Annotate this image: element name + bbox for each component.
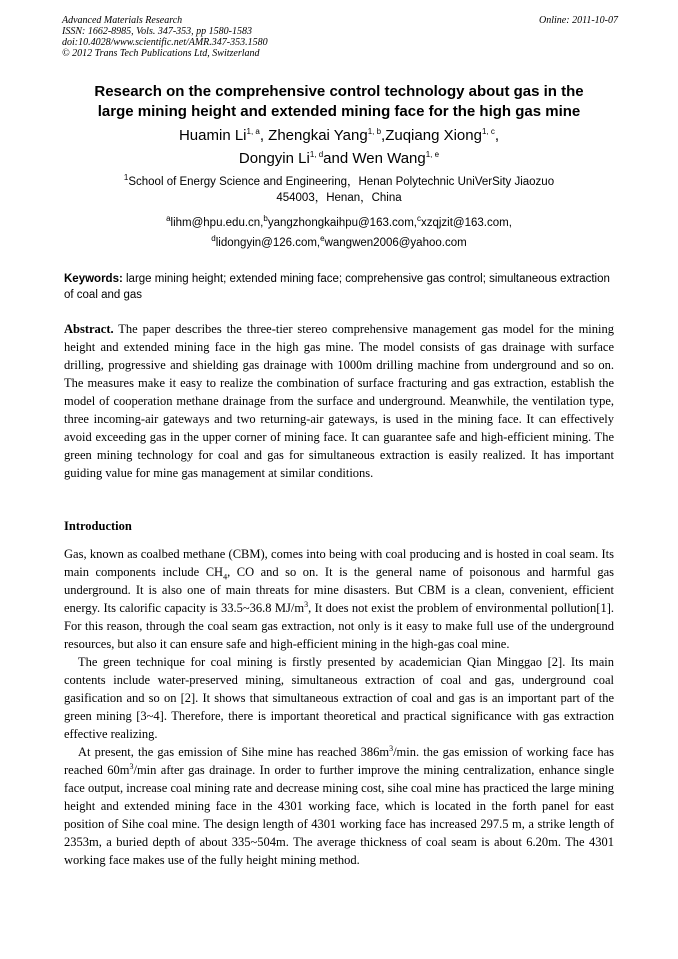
subscript: 4 xyxy=(223,572,228,582)
superscript: 3 xyxy=(389,743,394,753)
abstract-text: The paper describes the three-tier stereo comprehensive management gas model for the mining height and extended mining face in the high gas mine. The model consists of gas drainage with surface drilling, progressive and shielding gas drainage with 1000m drilling machine from underground and so on. The measures make it easy to realize the combination of surface fracturing and gas extraction, establish the model of cooperation methane drainage from the surface and underground. Meanwhile, the ventilation type, three incoming-air gateways and two returning-air gateways, is used in the mining face. It can effectively avoid exceeding gas in the upper corner of mining face. It can guarantee safe and high-efficient mining. The green mining technology for coal and gas for simultaneous extraction is easily realized. It has important guiding value for mine gas management at similar conditions. xyxy=(64,322,614,480)
paragraph-text: /min after gas drainage. In order to further improve the mining centralization, enhance single face output, increase coal mining rate and decrease mining cost, sihe coal mine has practiced the large mining height and extended mining face in the 4301 working face, which is located in the forth panel for east position of Sihe coal mine. The design length of 4301 working face has increased 297.5 m, a strike length of 2353m, a buried depth of about 335~504m. The average thickness of coal seam is about 6.20m. The 4301 working face makes use of the fully height mining method. xyxy=(64,763,615,867)
author-name: , Zhengkai Yang xyxy=(259,127,368,144)
author-sup: 1, a xyxy=(246,127,260,136)
email-sup: e xyxy=(320,234,325,244)
paragraph: The green technique for coal mining is firstly presented by academician Qian Minggao [2]. Its main contents include water-preserved mining, simultaneous extraction of coal and gas, underground coal gasification and so on [2]. It shows that simultaneous extraction of coal and gas is an important part of the green mining [3~4]. Therefore, there is important theoretical and practical significance with gas extraction effective realizing. xyxy=(64,655,614,741)
affiliation xyxy=(70,174,608,206)
paragraph xyxy=(64,545,614,653)
affiliation-line-2: 454003，Henan，China xyxy=(276,192,402,204)
email-link[interactable]: lidongyin@126.com, xyxy=(215,237,321,249)
superscript: 3 xyxy=(304,599,309,609)
journal-header xyxy=(62,15,618,59)
paragraph-text: , It does not exist the problem of environmental pollution[1]. For this reason, through the coal seam gas extraction, not only is it easy to make full use of the underground resources, but also it can ensure safe and high-efficient mining in the high-gas coal mine. xyxy=(64,601,615,651)
paragraph-text: Gas, known as coalbed methane (CBM), comes into being with coal producing and is hosted in coal seam. Its main components include CH xyxy=(64,547,614,579)
email-sup: c xyxy=(416,214,421,224)
email-link[interactable]: wangwen2006@yahoo.com xyxy=(324,237,467,249)
author-name: Dongyin Li xyxy=(238,150,310,167)
online-date: Online: 2011-10-07 xyxy=(539,15,618,26)
emails-line-1 xyxy=(40,213,638,233)
paragraph-text: At present, the gas emission of Sihe mine has reached 386m xyxy=(78,745,390,759)
emails-line-2 xyxy=(40,233,638,253)
affiliation-sup: 1 xyxy=(123,173,129,183)
keywords-label: Keywords: xyxy=(64,273,123,285)
author-sup: 1, b xyxy=(367,127,382,136)
author-name: and Wen Wang xyxy=(323,150,426,167)
author-sup: 1, d xyxy=(309,150,324,159)
author-sup: 1, e xyxy=(425,150,440,159)
email-sup: b xyxy=(263,214,268,224)
section-heading-introduction: Introduction xyxy=(64,519,132,533)
author-sup: 1, c xyxy=(481,127,495,136)
superscript: 3 xyxy=(129,761,134,771)
issn-line: ISSN: 1662-8985, Vols. 347-353, pp 1580-1583 xyxy=(62,26,252,37)
paper-title xyxy=(40,82,638,122)
email-link[interactable]: yangzhongkaihpu@163.com, xyxy=(267,217,417,229)
copyright-line: © 2012 Trans Tech Publications Ltd, Switzerland xyxy=(62,48,260,59)
introduction-body xyxy=(64,545,614,869)
email-sup: a xyxy=(166,214,171,224)
email-link[interactable]: lihm@hpu.edu.cn, xyxy=(170,217,264,229)
email-list xyxy=(40,213,638,253)
author-name: Huamin Li xyxy=(178,127,247,144)
authors-line-2 xyxy=(40,147,638,170)
author-name: ,Zuqiang Xiong xyxy=(381,127,482,144)
affiliation-line-1 xyxy=(70,174,608,190)
title-line-1: Research on the comprehensive control technology about gas in the xyxy=(94,83,584,100)
authors-line-1 xyxy=(40,124,638,147)
journal-name: Advanced Materials Research xyxy=(62,15,183,26)
keywords xyxy=(64,271,614,303)
doi-line: doi:10.4028/www.scientific.net/AMR.347-353.1580 xyxy=(62,37,268,48)
keywords-text: large mining height; extended mining face; comprehensive gas control; simultaneous extraction of coal and gas xyxy=(64,273,610,301)
abstract xyxy=(64,320,614,482)
author-separator: , xyxy=(494,127,500,144)
email-link[interactable]: xzqjzit@163.com, xyxy=(420,217,512,229)
paragraph-text: /min. the gas emission of working face has reached 60m xyxy=(64,745,614,777)
author-list xyxy=(40,124,638,170)
paragraph-text: , CO and so on. It is the general name of poisonous and harmful gas underground. It is also one of main threats for mine disasters. But CBM is a clean, convenient, efficient energy. Its calorific capacity is 33.5~36.8 MJ/m xyxy=(64,565,614,615)
affiliation-text: School of Energy Science and Engineering，Henan Polytechnic UniVerSity Jiaozuo xyxy=(128,176,555,188)
email-sup: d xyxy=(211,234,216,244)
paragraph xyxy=(64,743,614,869)
title-line-2: large mining height and extended mining face for the high gas mine xyxy=(97,103,581,120)
abstract-label: Abstract. xyxy=(64,322,114,336)
